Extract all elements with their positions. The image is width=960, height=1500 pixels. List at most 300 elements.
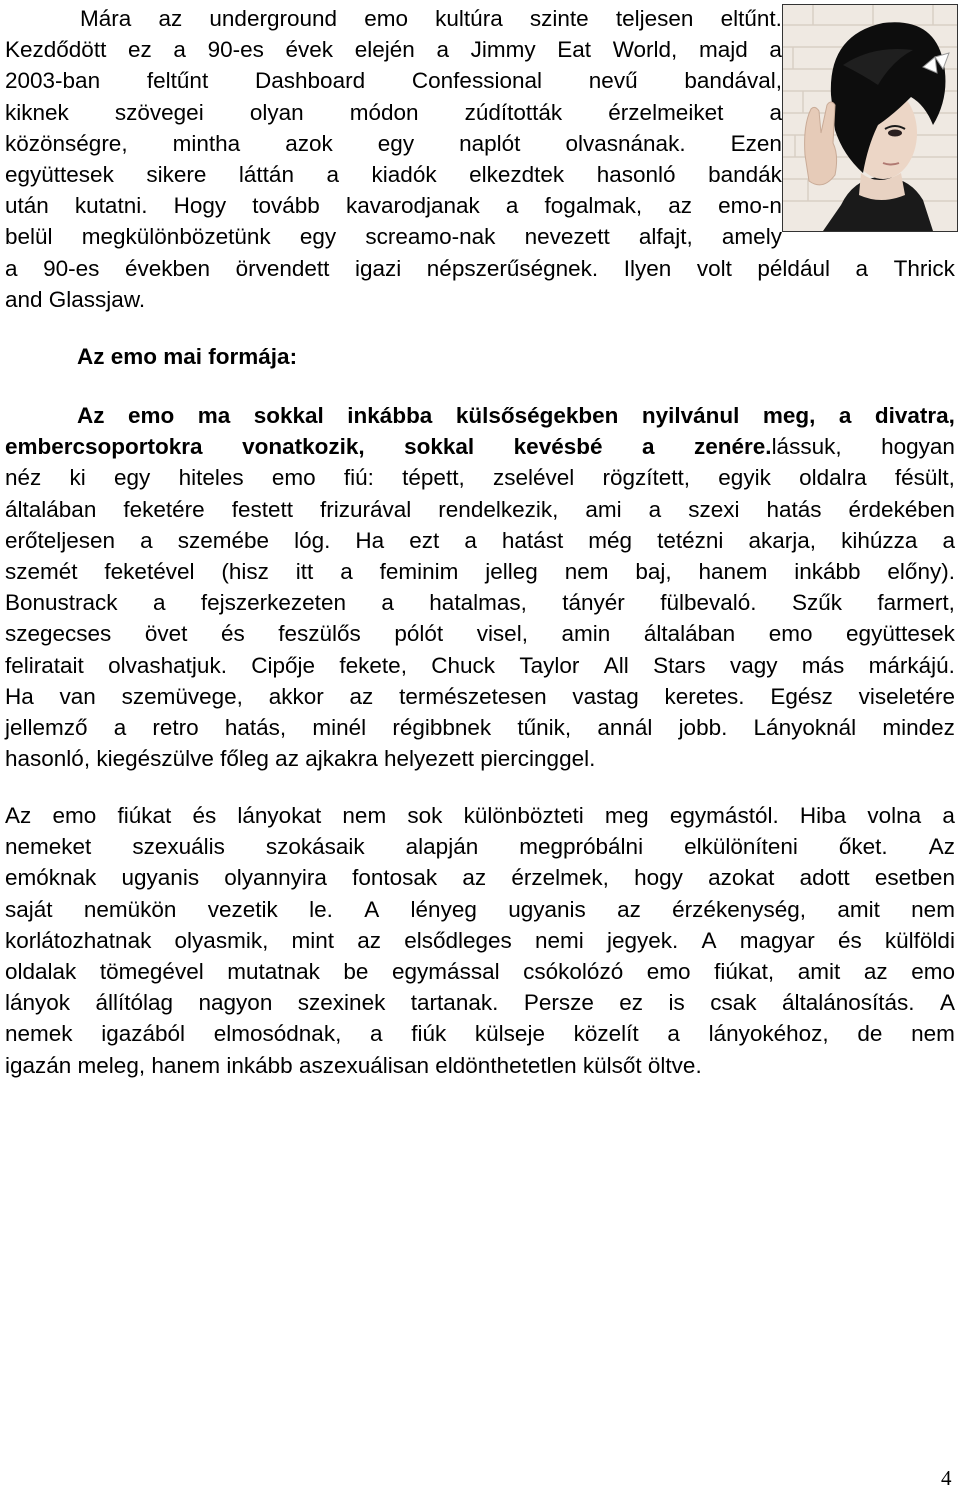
word: együttesek [5,161,114,187]
word: saját [5,896,53,922]
word: nevű [588,68,638,94]
word: (hisz [221,558,269,584]
word: pólót [394,621,444,647]
word: a [5,255,18,281]
word: rögzített, [602,465,691,491]
word: olvasnának. [565,130,686,156]
word: vastag [572,683,639,709]
word: tetézni [657,527,724,553]
description-last-line: hasonló, kiegészülve főleg az ajkakra helyezett piercinggel. [5,746,596,772]
word: fejszerkezeten [200,590,346,616]
word: tartanak. [410,990,499,1016]
word: szövegei [114,99,204,125]
word: zenére.lássuk, [694,434,842,460]
word: inkább [794,558,861,584]
word: lányokéhoz, [708,1021,829,1047]
word: azokat [708,865,775,891]
word: fiúkat, [714,958,775,984]
word: Confessional [411,68,542,94]
word: megkülönbözetünk [81,224,271,250]
word: emo [52,803,97,828]
word: Chuck [431,652,496,678]
word: örvendett [235,255,330,281]
word: elején [354,37,415,63]
word: elkülöníteni [684,834,798,860]
word: farmert, [877,590,955,616]
bold-line [5,400,955,431]
word: ugyanis [121,865,200,891]
word: mutatnak [227,958,320,984]
word: emo [646,958,691,984]
word: festett [231,496,293,522]
word: le. [309,896,333,922]
word: eltűnt. [720,6,782,31]
word: szexuális [132,834,225,860]
word: amin [561,621,611,647]
word: fekete, [339,652,407,678]
word: és [192,803,217,828]
word: nem [911,1021,955,1047]
word: is [668,990,685,1016]
word: a [113,714,127,740]
word: a [667,1021,680,1047]
word: a [838,403,852,428]
word: a [769,99,782,125]
intro-line [5,97,782,128]
word: belül [5,224,53,250]
word: Egész [770,683,833,709]
word: sokkal [404,434,475,460]
word: mintha [172,130,241,156]
gender-line [5,1018,955,1049]
word: szexinek [297,990,386,1016]
word: erőteljesen [5,527,116,553]
word: feketére [123,496,205,522]
word: szinte [529,6,589,31]
description-line [5,556,955,587]
word: akkor [268,683,324,709]
word: amely [721,224,782,250]
word: naplót [459,130,521,156]
word: Dashboard [255,68,366,94]
intro-line [5,3,782,34]
word: frizurával [320,496,412,522]
word: vezetik [207,896,278,922]
word: igazából [101,1021,186,1047]
word: az [617,896,641,922]
word: amit [837,896,880,922]
word: hatást [501,527,564,553]
word: a [505,193,519,219]
word: szemüvege, [121,683,243,709]
word: érzékenység, [672,896,806,922]
word: szemébe [177,527,270,553]
word: hiteles [178,465,244,491]
word: zselével [492,465,575,491]
word: külsőségekben [455,403,619,428]
word: meg, [762,403,816,428]
word: retro [152,714,199,740]
word: emo [271,465,316,491]
word: 90-es [207,37,264,63]
word: a [140,527,153,553]
word: kiknek [5,99,69,125]
word: feszülős [278,621,361,647]
word: be [343,958,369,984]
word: oldalak [5,958,77,984]
word: népszerűségnek. [426,255,599,281]
word: szegecses [5,621,112,647]
word: lássuk, [771,434,842,460]
word: években [124,255,211,281]
description-line [5,462,955,493]
word: feminim [379,558,459,584]
word: őket. [838,834,888,860]
gender-line [5,831,955,862]
gender-line [5,862,955,893]
word: jelleg [485,558,538,584]
word: olyan [249,99,304,125]
word: hogy [634,865,683,891]
description-line [5,587,955,618]
word: nagyon [198,990,273,1016]
word: más [801,652,845,678]
word: egy [299,224,337,250]
word: egy [377,130,415,156]
word: szokásaik [265,834,365,860]
word: egymástól. [669,803,779,828]
word: évek [285,37,334,63]
word: Stars [653,652,706,678]
word: különbözteti [463,803,584,828]
word: a [436,37,449,63]
word: ma [197,403,231,428]
word: egy [114,465,151,491]
section-heading: Az emo mai formája: [77,344,298,369]
word: oldalra [799,465,867,491]
word: underground [209,6,338,31]
gender-line [5,925,955,956]
word: volna [867,803,922,828]
intro-line [5,221,782,252]
gender-line [5,956,955,987]
word: Thrick [893,255,955,281]
word: fésült, [894,465,955,491]
word: amit [797,958,841,984]
word: szexi [688,496,740,522]
word: a [173,37,186,63]
word: érzelmek, [511,865,609,891]
word: Az [5,803,32,828]
word: Hogy [173,193,227,219]
gender-paragraph [5,800,955,1081]
word: az [357,927,382,953]
bold-line-mixed [5,431,955,462]
word: itt [295,558,314,584]
word: lóg. [294,527,331,553]
word: kavarodjanak [345,193,480,219]
word: keretes. [664,683,745,709]
word: ugyanis [508,896,586,922]
word: szemét [5,558,78,584]
word: emo [768,621,813,647]
word: a [370,1021,383,1047]
word: általánosítás. [781,990,915,1016]
word: magyar [739,927,815,953]
word: kevésbé [513,434,603,460]
word: csak [710,990,757,1016]
word: alapján [405,834,479,860]
word: Az [77,403,105,428]
word: lányokat [237,803,322,828]
word: megpróbálni [519,834,644,860]
word: a [381,590,394,616]
word: bandával, [684,68,782,94]
gender-last-line: igazán meleg, hanem inkább aszexuálisan eldönthetetlen külsőt öltve. [5,1052,702,1078]
word: a [642,434,655,460]
word: 90-es [43,255,100,281]
word: fülbevaló. [660,590,757,616]
word: Cipője [251,652,316,678]
word: akarja, [748,527,817,553]
word: mindez [882,714,955,740]
word: nem [342,803,387,828]
description-line [5,618,955,649]
word: nemek [5,1021,73,1047]
word: mint [291,927,335,953]
word: vonatkozik, [242,434,365,460]
word: ez [127,37,152,63]
word: ki [69,465,86,491]
word: a [942,803,955,828]
word: jobb. [678,714,728,740]
word: tépett, [402,465,465,491]
word: hatás, [224,714,287,740]
word: csókolózó [523,958,624,984]
word: Eat [557,37,592,63]
word: inkábba [347,403,433,428]
description-line [5,650,955,681]
word: márkájú. [868,652,955,678]
word: Kezdődött [5,37,107,63]
description-line [5,494,955,525]
word: az [668,193,692,219]
word: baj, [635,558,672,584]
word: tovább [252,193,320,219]
word: elkezdtek [469,161,565,187]
word: visel, [476,621,528,647]
word: rendelkezik, [438,496,559,522]
word: Taylor [519,652,580,678]
intro-paragraph [5,3,955,315]
word: bandák [708,161,782,187]
word: sok [407,803,443,828]
word: az [863,958,888,984]
word: A [364,896,380,922]
gender-line [5,987,955,1018]
word: emo [127,403,175,428]
word: van [59,683,96,709]
intro-line [5,34,782,65]
word: elsődleges [404,927,512,953]
word: feltűnt [146,68,209,94]
description-line [5,712,955,743]
word: Ha [5,683,34,709]
word: minél [312,714,367,740]
word: de [857,1021,883,1047]
word: például [757,255,830,281]
word: azok [285,130,333,156]
word: annál [597,714,653,740]
word: fiúk [411,1021,447,1047]
word: divatra, [874,403,955,428]
word: nemükön [83,896,177,922]
description-line [5,681,955,712]
intro-line [5,253,955,284]
word: állítólag [95,990,174,1016]
word: együttesek [846,621,955,647]
word: a [340,558,353,584]
word: közönségre, [5,130,128,156]
word: a [152,590,166,616]
word: elmosódnak, [213,1021,342,1047]
word: után [5,193,49,219]
word: viseletére [858,683,955,709]
word: A [701,927,717,953]
word: alfajt, [638,224,693,250]
word: a [464,527,477,553]
word: volt [696,255,732,281]
word: hatalmas, [429,590,527,616]
word: kutatni. [74,193,148,219]
word: a [769,37,782,63]
word: és [837,927,862,953]
word: feliratait [5,652,84,678]
word: Persze [523,990,594,1016]
word: emóknak [5,865,97,891]
word: külseje [474,1021,545,1047]
word: néz [5,465,42,491]
word: tányér [562,590,625,616]
word: ami [585,496,622,522]
word: hanem [698,558,768,584]
word: ez [619,990,644,1016]
word: jellemző [5,714,88,740]
word: emo-n [718,193,782,219]
word: esetben [874,865,955,891]
word: a [942,527,955,553]
word: 2003-ban [5,68,101,94]
word: hogyan [881,434,955,460]
description-paragraph [5,400,955,774]
word: meg [604,803,649,828]
word: Ha [355,527,385,553]
word: hatás [766,496,822,522]
word: és [220,621,245,647]
word: régibbnek [392,714,492,740]
word: a [648,496,662,522]
gender-line [5,800,955,831]
word: nevezett [524,224,610,250]
word: lányok [5,990,71,1016]
word: az [158,6,183,31]
word: még [588,527,633,553]
word: hasonló [596,161,676,187]
intro-line [5,128,782,159]
word: olyasmik, [174,927,269,953]
word: Mára [80,6,132,31]
word: teljesen [615,6,694,31]
word: All [603,652,629,678]
word: kultúra [435,6,503,31]
word: az [349,683,374,709]
word: lényeg [410,896,477,922]
word: sokkal [253,403,324,428]
intro-last-line: and Glassjaw. [5,286,146,312]
word: Szűk [791,590,842,616]
word: fogalmak, [544,193,643,219]
word: tömegével [99,958,204,984]
word: sikere [146,161,207,187]
word: a [326,161,340,187]
word: Jimmy [470,37,536,63]
page-number: 4 [941,1466,952,1490]
word: fiú: [343,465,374,491]
word: jegyek. [606,927,679,953]
word: olvashatjuk. [108,652,227,678]
word: övet [144,621,188,647]
word: érdekében [848,496,955,522]
word: a [855,255,869,281]
word: vagy [729,652,778,678]
word: Ezen [730,130,782,156]
word: igazi [354,255,402,281]
word: egyik [718,465,771,491]
word: általában [643,621,736,647]
word: nem [911,896,955,922]
word: fontosak [352,865,438,891]
word: természetesen [399,683,547,709]
word: screamo-nak [365,224,496,250]
intro-line [5,190,782,221]
word: módon [349,99,419,125]
word: adott [799,865,850,891]
word: közelít [573,1021,639,1047]
word: Bonustrack [5,590,118,616]
word: A [939,990,955,1016]
word: kihúzza [841,527,918,553]
word: nyilvánul [641,403,740,428]
word: nemeket [5,834,92,860]
intro-line [5,159,782,190]
word: fiúkat [117,803,172,828]
word: feketével [104,558,195,584]
word: érzelmeiket [608,99,724,125]
word: általában [5,496,97,522]
word: láttán [238,161,294,187]
word: nemi [535,927,584,953]
word: emo [911,958,955,984]
gender-line [5,894,955,925]
word: előny). [887,558,955,584]
word: Hiba [799,803,847,828]
word: majd [698,37,748,63]
word: Lányoknál [753,714,857,740]
word: Az [928,834,955,860]
word: az [462,865,487,891]
word: tűnik, [517,714,572,740]
word: olyannyira [224,865,327,891]
